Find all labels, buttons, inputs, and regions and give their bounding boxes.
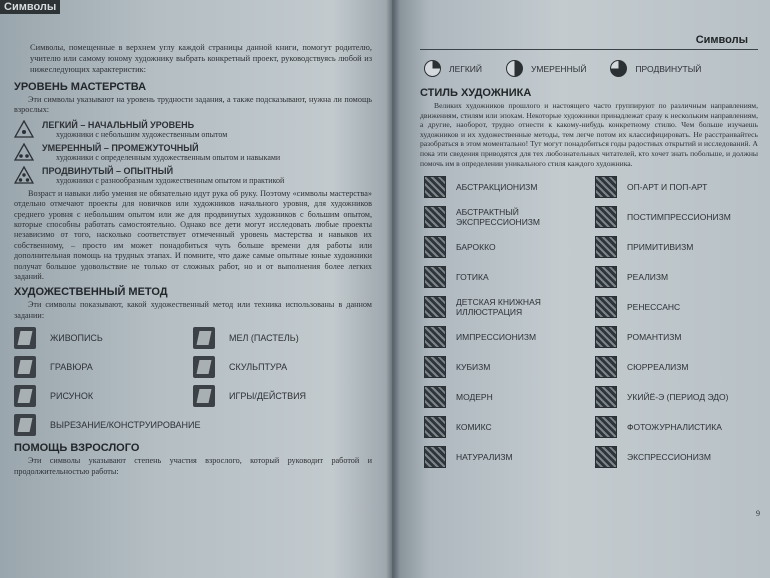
style-label: НАТУРАЛИЗМ (456, 452, 513, 463)
sculpture-icon (193, 356, 215, 378)
method-label: МЕЛ (ПАСТЕЛЬ) (229, 333, 299, 344)
style-label: ДЕТСКАЯ КНИЖНАЯ ИЛЛЮСТРАЦИЯ (456, 297, 541, 318)
style-label: СЮРРЕАЛИЗМ (627, 362, 689, 373)
method-label: ВЫРЕЗАНИЕ/КОНСТРУИРОВАНИЕ (50, 420, 201, 431)
abstract-art-icon (424, 176, 446, 198)
style-item (595, 386, 758, 408)
style-title: СТИЛЬ ХУДОЖНИКА (420, 87, 532, 99)
legend-medium (506, 60, 586, 77)
right-page-header-text: Символы (695, 34, 748, 46)
style-item (424, 266, 587, 288)
method-label: РИСУНОК (50, 391, 94, 402)
paintbrush-icon (14, 327, 36, 349)
style-item (424, 206, 587, 228)
method-games (193, 385, 372, 407)
style-label: РЕНЕССАНС (627, 302, 681, 313)
naturalism-icon (424, 446, 446, 468)
chalk-icon (193, 327, 215, 349)
method-grid (14, 327, 372, 436)
style-grid (424, 176, 758, 468)
style-label: РЕАЛИЗМ (627, 272, 669, 283)
method-title: ХУДОЖЕСТВЕННЫЙ МЕТОД (14, 286, 168, 299)
style-item (424, 386, 587, 408)
adult-title: ПОМОЩЬ ВЗРОСЛОГО (14, 442, 140, 455)
half-pie-icon (506, 60, 523, 77)
style-label: ИМПРЕССИОНИЗМ (456, 332, 537, 343)
level-advanced-name: ПРОДВИНУТЫЙ – ОПЫТНЫЙ (42, 165, 174, 176)
cubism-icon (424, 356, 446, 378)
method-cutting (14, 414, 372, 436)
abstract-expressionism-icon (424, 206, 446, 228)
style-label: БАРОККО (456, 242, 496, 253)
style-item (595, 416, 758, 438)
intro-text: Символы, помещенные в верхнем углу каждой страницы данной книги, помогут родителю, учителю или самому юному художнику выбрать конкретный проект, руководствуясь любой из нижеследующих характеристик: (30, 43, 372, 74)
right-page (392, 0, 770, 578)
style-item (595, 446, 758, 468)
method-chalk (193, 327, 372, 349)
legend-advanced (610, 60, 701, 77)
post-impressionism-icon (595, 206, 617, 228)
style-label: АБСТРАКЦИОНИЗМ (456, 182, 538, 193)
style-item (424, 296, 587, 318)
romanticism-icon (595, 326, 617, 348)
level-advanced (14, 166, 372, 185)
op-pop-art-icon (595, 176, 617, 198)
left-page-header: Символы (0, 0, 60, 14)
level-medium (14, 143, 372, 162)
surrealism-icon (595, 356, 617, 378)
style-label: ГОТИКА (456, 272, 489, 283)
quarter-pie-icon (424, 60, 441, 77)
style-item (424, 176, 587, 198)
legend-easy (424, 60, 482, 77)
style-item (424, 236, 587, 258)
scissors-icon (14, 414, 36, 436)
ukiyo-e-icon (595, 386, 617, 408)
pencil-icon (14, 385, 36, 407)
photojournalism-icon (595, 416, 617, 438)
triangle-one-dot-icon (14, 120, 34, 138)
page-number: 9 (756, 509, 760, 518)
triangle-two-dots-icon (14, 143, 34, 161)
triangle-three-dots-icon (14, 166, 34, 184)
expressionism-icon (595, 446, 617, 468)
comics-icon (424, 416, 446, 438)
style-item (595, 206, 758, 228)
style-label: МОДЕРН (456, 392, 493, 403)
style-desc: Великих художников прошлого и настоящего часто группируют по различным направлениям, движениям, стилям или эпохам. Некоторые художники принадлежат сразу к нескольким направлениям, а другие, наоборот, трудно отнести к какому-нибудь конкретному стилю. Чем больше изучаешь художников и их художественные методы, тем легче потом их классифицировать. Не расстраивайтесь разобраться в этом моментально! Тут могут понадобиться годы радостных открытий и исследований. А пока эти сведения приводятся для тех любознательных читателей, кто хочет знать побольше, и должны помочь им в определении уникального стиля каждого художника. (420, 101, 758, 168)
mastery-note: Возраст и навыки либо умения не обязательно идут рука об руку. Поэтому «символы мастерства» отдельно отмечают проекты для новичков или художников начального уровня, для художников среднего уровня с небольшим опытом или же для продвинутых художников с большим опытом, которые способны работать самостоятельно. Однако все дети могут исследовать любые проекты независимо от того, насколько соответствует отмеченный уровень мастерства и навыков их собственному, – просто им может понадобиться чуть больше времени для работы или дополнительная помощь на трудных этапах. И помните, что даже самые опытные юные художники получат большое удовольствие не только от сложных работ, но и от выполнения более легких заданий. (14, 188, 372, 282)
level-easy (14, 120, 372, 139)
style-item (595, 296, 758, 318)
style-item (595, 236, 758, 258)
level-advanced-desc: художники с разнообразным художественным опытом и практикой (56, 175, 285, 185)
mastery-title: УРОВЕНЬ МАСТЕРСТВА (14, 81, 147, 93)
game-icon (193, 385, 215, 407)
style-item (595, 356, 758, 378)
method-painting (14, 327, 193, 349)
method-drawing (14, 385, 193, 407)
style-label: ПРИМИТИВИЗМ (627, 242, 694, 253)
style-label: КОМИКС (456, 422, 492, 433)
legend-easy-label: ЛЕГКИЙ (449, 63, 483, 74)
style-item (424, 416, 587, 438)
adult-desc: Эти символы указывают степень участия взрослого, который руководит работой и продолжительностью работы: (14, 456, 372, 476)
modern-icon (424, 386, 446, 408)
book-illustration-icon (424, 296, 446, 318)
print-icon (14, 356, 36, 378)
gothic-icon (424, 266, 446, 288)
legend-advanced-label: ПРОДВИНУТЫЙ (635, 63, 702, 74)
legend-medium-label: УМЕРЕННЫЙ (531, 63, 587, 74)
mastery-desc: Эти символы указывают на уровень трудности задания, а также подсказывают, нужна ли помощь взрослых: (14, 95, 372, 115)
style-label: ОП-АРТ И ПОП-АРТ (627, 182, 708, 193)
right-page-header (420, 34, 758, 50)
method-desc: Эти символы показывают, какой художественный метод или техника использованы в данном задании: (14, 300, 372, 320)
method-print (14, 356, 193, 378)
level-easy-desc: художники с небольшим художественным опытом (56, 129, 228, 139)
level-easy-name: ЛЕГКИЙ – НАЧАЛЬНЫЙ УРОВЕНЬ (42, 119, 195, 130)
style-label: РОМАНТИЗМ (627, 332, 682, 343)
style-item (424, 446, 587, 468)
style-item (424, 326, 587, 348)
style-label: КУБИЗМ (456, 362, 491, 373)
impressionism-icon (424, 326, 446, 348)
style-item (595, 266, 758, 288)
style-label: УКИЙЁ-Э (ПЕРИОД ЭДО) (627, 392, 729, 403)
level-legend (424, 60, 758, 77)
style-label: ПОСТИМПРЕССИОНИЗМ (627, 212, 731, 223)
level-medium-name: УМЕРЕННЫЙ – ПРОМЕЖУТОЧНЫЙ (42, 142, 199, 153)
baroque-icon (424, 236, 446, 258)
renaissance-icon (595, 296, 617, 318)
realism-icon (595, 266, 617, 288)
primitivism-icon (595, 236, 617, 258)
style-label: ЭКСПРЕССИОНИЗМ (627, 452, 712, 463)
style-label: ФОТОЖУРНАЛИСТИКА (627, 422, 722, 433)
style-item (595, 326, 758, 348)
level-medium-desc: художники с определенным художественным опытом и навыками (56, 152, 281, 162)
method-label: ИГРЫ/ДЕЙСТВИЯ (229, 391, 307, 402)
book-gutter (386, 0, 400, 578)
method-label: СКУЛЬПТУРА (229, 362, 288, 373)
method-sculpture (193, 356, 372, 378)
method-label: ЖИВОПИСЬ (50, 333, 103, 344)
style-label: АБСТРАКТНЫЙ ЭКСПРЕССИОНИЗМ (456, 207, 541, 228)
three-quarter-pie-icon (610, 60, 627, 77)
style-item (595, 176, 758, 198)
style-item (424, 356, 587, 378)
method-label: ГРАВЮРА (50, 362, 93, 373)
